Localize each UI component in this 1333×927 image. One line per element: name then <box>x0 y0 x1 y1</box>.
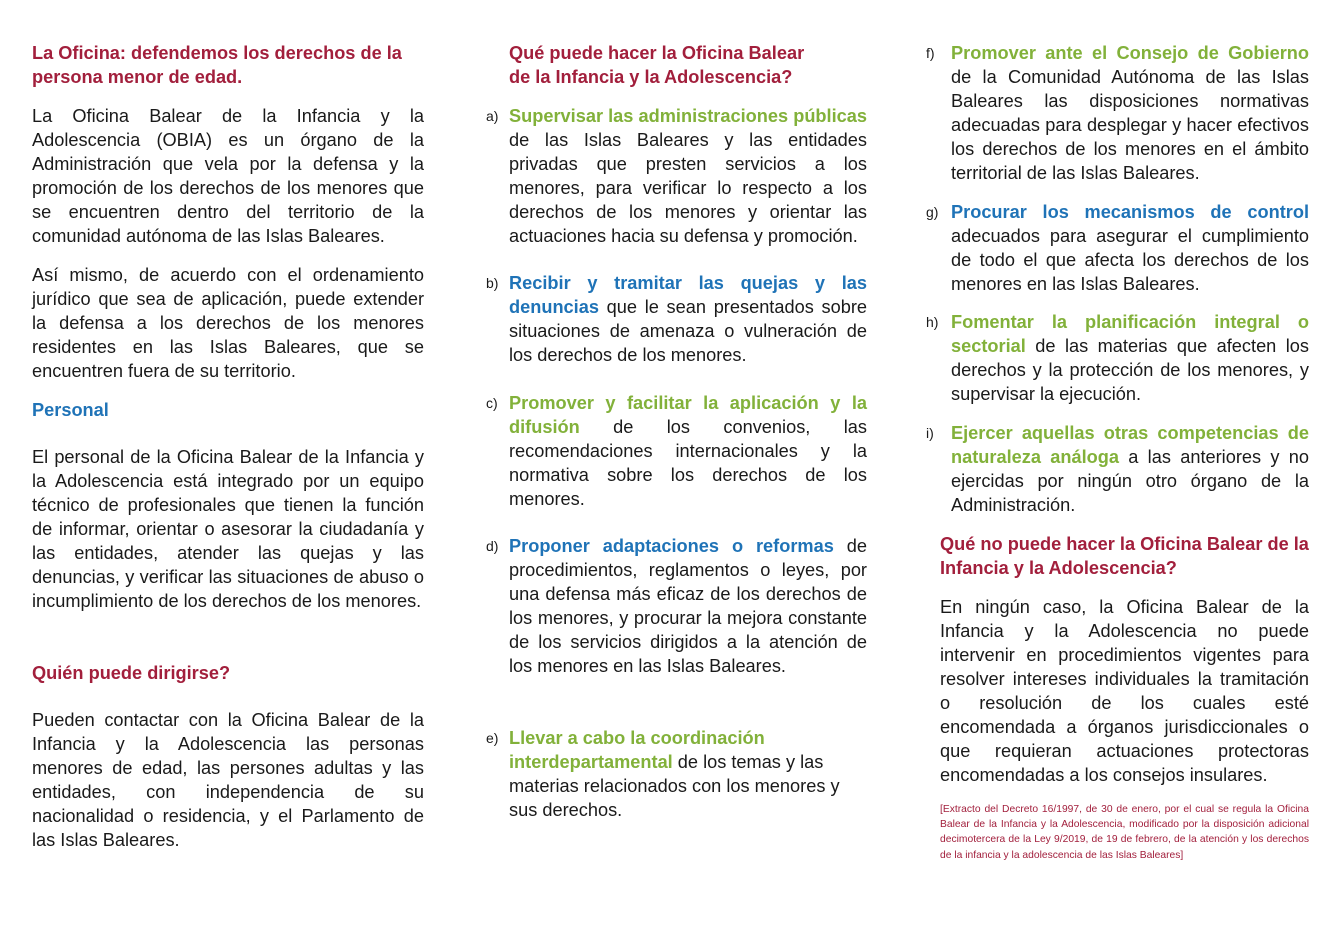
footnote-decreto: [Extracto del Decreto 16/1997, de 30 de enero, por el cual se regula la Oficina Balear de la Infancia y la Adolescencia, modificado por la disposición adicional decimotercera de la Ley 9/2019, de 19 de febrero, de la atención y los derechos de la infancia y la adolescencia de las Islas Baleares] <box>940 804 1309 861</box>
list-marker: e) <box>486 730 499 746</box>
list-item-body: que le sean presentados sobre situaciones de amenaza o vulneración de los derechos de los menores. <box>509 297 867 365</box>
list-item-b <box>486 271 867 367</box>
list-item-body: de los temas y las materias relacionados con los menores y sus derechos. <box>509 752 840 820</box>
paragraph-obia-intro: La Oficina Balear de la Infancia y la Adolescencia (OBIA) es un órgano de la Administración que vela por la defensa y la promoción de los derechos de los menores que se encuentren dentro del territorio de la comunidad autónoma de las Islas Baleares. <box>32 106 424 246</box>
list-item-d <box>486 534 867 678</box>
list-item-text <box>509 726 847 822</box>
heading-que-no-puede: Qué no puede hacer la Oficina Balear de la Infancia y la Adolescencia? <box>940 534 1309 578</box>
list-item-f <box>926 41 1309 185</box>
list-item-body: de las materias que afecten los derechos y la protección de los menores, y supervisar la ejecución. <box>951 336 1309 404</box>
list-item-g <box>926 200 1309 296</box>
list-item-keyword: Supervisar las administraciones públicas <box>509 106 867 126</box>
list-item-body: adecuados para asegurar el cumplimiento de todo el que afecta los derechos de los menores en las Islas Baleares. <box>951 226 1309 294</box>
heading-quien: Quién puede dirigirse? <box>32 663 231 683</box>
list-item-text <box>951 421 1309 517</box>
list-item-h <box>926 310 1309 406</box>
list-item-e <box>486 726 867 822</box>
list-marker: h) <box>926 314 939 330</box>
list-item-c <box>486 391 867 511</box>
list-item-body: de los convenios, las recomendaciones internacionales y la normativa sobre los derechos de los menores. <box>509 417 867 509</box>
list-marker: d) <box>486 538 499 554</box>
heading-que-puede: Qué puede hacer la Oficina Balear de la Infancia y la Adolescencia? <box>509 43 805 87</box>
list-item-body: de las Islas Baleares y las entidades privadas que presten servicios a los menores, para verificar lo respecto a los derechos de los menores y orientar las actuaciones hacia su defensa y promoción. <box>509 130 867 246</box>
paragraph-que-no-puede: En ningún caso, la Oficina Balear de la Infancia y la Adolescencia no puede intervenir en procedimientos vigentes para resolver intereses individuales la tramitación o resolución de los cuales esté encomendada a órganos jurisdiccionales o que requieran actuaciones protectoras encomendadas a los consejos insulares. <box>940 597 1309 785</box>
paragraph-extension: Así mismo, de acuerdo con el ordenamiento jurídico que sea de aplicación, puede extender la defensa a los derechos de los menores residentes en las Islas Baleares, que se encuentren fuera de su territorio. <box>32 265 424 381</box>
list-item-body: a las anteriores y no ejercidas por ningún otro órgano de la Administración. <box>951 447 1309 515</box>
list-item-keyword: Ejercer aquellas otras competencias de naturaleza análoga <box>951 423 1309 467</box>
list-marker: f) <box>926 45 935 61</box>
list-item-i <box>926 421 1309 517</box>
list-item-keyword: Fomentar la planificación integral o sectorial <box>951 312 1309 356</box>
list-marker: c) <box>486 395 498 411</box>
list-item-keyword: Recibir y tramitar las quejas y las denuncias <box>509 273 867 317</box>
list-item-keyword: Promover ante el Consejo de Gobierno <box>951 43 1309 63</box>
list-item-text <box>509 104 867 248</box>
heading-personal: Personal <box>32 400 109 420</box>
list-item-text <box>509 271 867 367</box>
list-item-keyword: Llevar a cabo la coordinación interdepartamental <box>509 728 765 772</box>
paragraph-quien: Pueden contactar con la Oficina Balear de la Infancia y la Adolescencia las personas menores de edad, las persones adultas y las entidades, con independencia de su nacionalidad o residencia, y el Parlamento de las Islas Baleares. <box>32 710 424 850</box>
paragraph-personal: El personal de la Oficina Balear de la Infancia y la Adolescencia está integrado por un equipo técnico de profesionales que tienen la función de informar, orientar o asesorar la ciudadanía y las entidades, atender las quejas y las denuncias, y verificar las situaciones de abuso o incumplimiento de los derechos de los menores. <box>32 447 424 611</box>
list-item-text <box>951 41 1309 185</box>
list-item-text <box>951 200 1309 296</box>
list-item-keyword: Promover y facilitar la aplicación y la difusión <box>509 393 867 437</box>
list-item-text <box>509 391 867 511</box>
list-marker: i) <box>926 425 934 441</box>
list-item-body: de procedimientos, reglamentos o leyes, por una defensa más eficaz de los derechos de los menores, y procurar la mejora constante de los servicios dirigidos a la atención de los menores en las Islas Baleares. <box>509 536 867 676</box>
list-item-keyword: Procurar los mecanismos de control <box>951 202 1309 222</box>
list-item-text <box>951 310 1309 406</box>
heading-oficina: La Oficina: defendemos los derechos de la persona menor de edad. <box>32 43 402 87</box>
list-marker: b) <box>486 275 499 291</box>
list-item-text <box>509 534 867 678</box>
list-marker: g) <box>926 204 939 220</box>
list-item-keyword: Proponer adaptaciones o reformas <box>509 536 834 556</box>
list-item-a <box>486 104 867 248</box>
list-marker: a) <box>486 108 499 124</box>
list-item-body: de la Comunidad Autónoma de las Islas Baleares las disposiciones normativas adecuadas para desplegar y hacer efectivos los derechos de los menores en el ámbito territorial de las Islas Baleares. <box>951 67 1309 183</box>
